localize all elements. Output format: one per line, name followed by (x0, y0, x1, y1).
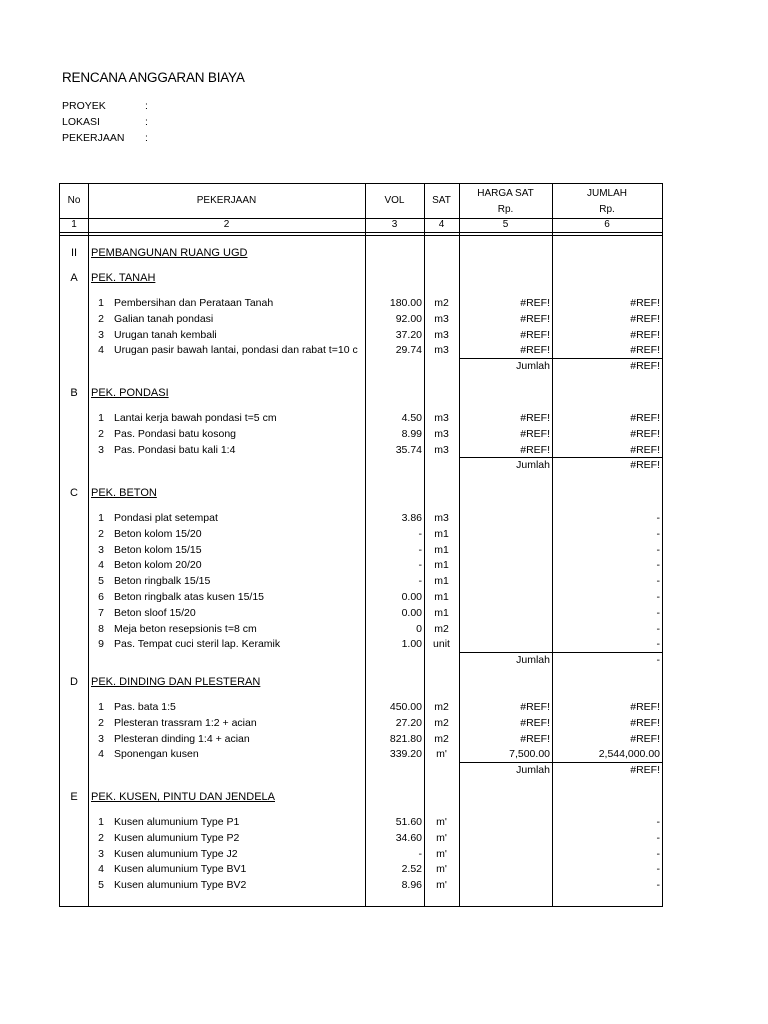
item-volume: - (418, 848, 422, 860)
col-number: 3 (391, 219, 398, 230)
item-unit: m3 (434, 412, 449, 424)
item-volume: 8.96 (401, 879, 422, 891)
item-description: Urugan pasir bawah lantai, pondasi dan rabat t=10 c (114, 344, 358, 356)
item-volume: 450.00 (389, 701, 422, 713)
item-unit: m' (436, 863, 447, 875)
item-total: #REF! (630, 428, 660, 440)
item-description: Beton ringbalk atas kusen 15/15 (114, 591, 265, 603)
item-unit: m2 (434, 717, 449, 729)
item-unit: m2 (434, 701, 449, 713)
item-unit-price (459, 606, 550, 620)
item-description: Urugan tanah kembali (114, 329, 217, 341)
item-unit-price: #REF! (520, 733, 550, 745)
item-number: 3 (98, 329, 104, 341)
item-unit: m' (436, 879, 447, 891)
section-title: PEK. TANAH (91, 272, 156, 284)
item-number: 2 (98, 428, 104, 440)
subtotal-label: Jumlah (516, 360, 550, 372)
item-volume: 51.60 (395, 816, 422, 828)
section-code: D (70, 676, 78, 688)
col-number: 6 (604, 219, 610, 230)
item-unit: m3 (434, 329, 449, 341)
section-code: B (70, 387, 78, 399)
item-number: 2 (98, 832, 104, 844)
item-unit: m2 (434, 623, 449, 635)
item-description: Beton kolom 15/20 (114, 528, 202, 540)
item-volume: 821.80 (389, 733, 422, 745)
item-number: 8 (98, 623, 104, 635)
item-unit-price: #REF! (520, 344, 550, 356)
header-pekerjaan: PEKERJAAN (196, 195, 257, 206)
item-volume: 0 (416, 623, 422, 635)
item-unit-price: #REF! (520, 428, 550, 440)
item-unit: m' (436, 816, 447, 828)
item-total: - (656, 559, 660, 571)
subtotal-label: Jumlah (516, 654, 550, 666)
item-number: 3 (98, 733, 104, 745)
subtotal-value: #REF! (630, 360, 660, 372)
item-total: - (656, 638, 660, 650)
item-unit-price (459, 831, 550, 845)
item-total: #REF! (630, 344, 660, 356)
item-volume: 3.86 (401, 512, 422, 524)
item-total: - (656, 544, 660, 556)
item-description: Pas. Pondasi batu kosong (114, 428, 237, 440)
item-total: #REF! (630, 297, 660, 309)
item-unit: m3 (434, 313, 449, 325)
item-description: Galian tanah pondasi (114, 313, 214, 325)
subtotal-value: #REF! (630, 459, 660, 471)
item-number: 1 (98, 412, 104, 424)
header-jumlah-unit: Rp. (599, 204, 615, 215)
item-number: 3 (98, 544, 104, 556)
item-unit-price: #REF! (520, 717, 550, 729)
item-number: 2 (98, 528, 104, 540)
item-unit-price (459, 847, 550, 861)
section-title: PEK. KUSEN, PINTU DAN JENDELA (91, 791, 275, 803)
item-volume: 0.00 (401, 591, 422, 603)
item-unit-price (459, 622, 550, 636)
header-vol: VOL (384, 195, 405, 206)
item-unit: m' (436, 832, 447, 844)
item-description: Kusen alumunium Type J2 (114, 848, 238, 860)
item-total: - (656, 848, 660, 860)
item-total: 2,544,000.00 (598, 748, 660, 760)
header-divider (60, 235, 662, 236)
item-volume: 0.00 (401, 607, 422, 619)
item-unit-price (459, 574, 550, 588)
item-unit: m1 (434, 591, 449, 603)
item-unit-price (459, 590, 550, 604)
item-description: Plesteran dinding 1:4 + acian (114, 733, 250, 745)
item-total: #REF! (630, 329, 660, 341)
item-number: 4 (98, 863, 104, 875)
meta-label: PROYEK (62, 100, 106, 112)
item-unit-price (459, 558, 550, 572)
item-unit-price: 7,500.00 (509, 748, 550, 760)
item-description: Kusen alumunium Type P2 (114, 832, 240, 844)
header-sat: SAT (432, 195, 451, 206)
item-number: 1 (98, 297, 104, 309)
col-number: 4 (438, 219, 445, 230)
item-unit-price (459, 543, 550, 557)
main-section-code: II (70, 247, 78, 259)
item-unit: m2 (434, 297, 449, 309)
item-description: Pondasi plat setempat (114, 512, 218, 524)
item-volume: 27.20 (395, 717, 422, 729)
item-volume: - (418, 544, 422, 556)
item-total: - (656, 816, 660, 828)
meta-label: LOKASI (62, 116, 100, 128)
item-number: 2 (98, 717, 104, 729)
section-title: PEK. DINDING DAN PLESTERAN (91, 676, 261, 688)
item-number: 9 (98, 638, 104, 650)
item-unit: m3 (434, 344, 449, 356)
item-number: 4 (98, 344, 104, 356)
col-number: 1 (71, 219, 77, 230)
item-unit-price: #REF! (520, 444, 550, 456)
header-divider (60, 232, 662, 233)
meta-colon: : (145, 100, 148, 112)
item-unit: m1 (434, 528, 449, 540)
item-unit: m1 (434, 559, 449, 571)
meta-label: PEKERJAAN (62, 132, 125, 144)
item-number: 7 (98, 607, 104, 619)
subtotal-label: Jumlah (516, 764, 550, 776)
item-volume: 35.74 (395, 444, 422, 456)
item-number: 6 (98, 591, 104, 603)
item-volume: 34.60 (395, 832, 422, 844)
section-code: C (70, 487, 78, 499)
item-unit: m1 (434, 607, 449, 619)
section-title: PEK. BETON (91, 487, 157, 499)
item-unit: m3 (434, 428, 449, 440)
item-number: 3 (98, 444, 104, 456)
item-unit-price (459, 815, 550, 829)
item-unit: unit (433, 638, 450, 650)
item-total: - (656, 591, 660, 603)
item-description: Beton kolom 20/20 (114, 559, 202, 571)
item-volume: 2.52 (401, 863, 422, 875)
item-number: 5 (98, 575, 104, 587)
subtotal-value: #REF! (630, 764, 660, 776)
item-total: - (656, 575, 660, 587)
header-harga-unit: Rp. (497, 204, 514, 215)
item-number: 1 (98, 512, 104, 524)
subtotal-label: Jumlah (516, 459, 550, 471)
item-volume: 180.00 (389, 297, 422, 309)
item-total: - (656, 607, 660, 619)
item-total: #REF! (630, 701, 660, 713)
item-number: 5 (98, 879, 104, 891)
section-title: PEK. PONDASI (91, 387, 169, 399)
subtotal-value: - (656, 654, 660, 666)
item-total: - (656, 528, 660, 540)
item-total: #REF! (630, 412, 660, 424)
item-description: Pas. Tempat cuci steril lap. Keramik (114, 638, 281, 650)
item-unit-price: #REF! (520, 412, 550, 424)
item-volume: - (418, 575, 422, 587)
header-no: No (67, 195, 81, 206)
item-unit-price (459, 637, 550, 651)
item-description: Beton kolom 15/15 (114, 544, 202, 556)
meta-colon: : (145, 132, 148, 144)
item-volume: 339.20 (389, 748, 422, 760)
item-description: Kusen alumunium Type BV1 (114, 863, 247, 875)
item-description: Meja beton resepsionis t=8 cm (114, 623, 257, 635)
item-total: #REF! (630, 733, 660, 745)
item-unit: m3 (434, 444, 449, 456)
item-volume: 4.50 (401, 412, 422, 424)
item-unit-price (459, 511, 550, 525)
item-number: 1 (98, 816, 104, 828)
item-unit: m1 (434, 575, 449, 587)
item-description: Beton ringbalk 15/15 (114, 575, 211, 587)
item-volume: 1.00 (401, 638, 422, 650)
item-total: - (656, 512, 660, 524)
header-harga: HARGA SAT (477, 188, 534, 199)
item-total: - (656, 623, 660, 635)
item-unit: m1 (434, 544, 449, 556)
item-volume: 92.00 (395, 313, 422, 325)
item-description: Pembersihan dan Perataan Tanah (114, 297, 274, 309)
item-description: Kusen alumunium Type P1 (114, 816, 240, 828)
document-title: RENCANA ANGGARAN BIAYA (62, 70, 245, 85)
item-total: #REF! (630, 717, 660, 729)
item-unit: m3 (434, 512, 449, 524)
item-description: Pas. Pondasi batu kali 1:4 (114, 444, 236, 456)
item-description: Beton sloof 15/20 (114, 607, 196, 619)
item-total: #REF! (630, 444, 660, 456)
header-jumlah: JUMLAH (586, 188, 627, 199)
item-number: 4 (98, 748, 104, 760)
col-number: 2 (223, 219, 230, 230)
item-total: - (656, 879, 660, 891)
item-unit-price (459, 878, 550, 892)
item-unit-price (459, 862, 550, 876)
item-unit: m' (436, 848, 447, 860)
col-number: 5 (502, 219, 509, 230)
item-number: 1 (98, 701, 104, 713)
item-unit-price: #REF! (520, 329, 550, 341)
item-total: - (656, 832, 660, 844)
item-number: 2 (98, 313, 104, 325)
item-total: #REF! (630, 313, 660, 325)
item-volume: 29.74 (395, 344, 422, 356)
section-code: E (70, 791, 78, 803)
item-description: Kusen alumunium Type BV2 (114, 879, 247, 891)
meta-colon: : (145, 116, 148, 128)
item-total: - (656, 863, 660, 875)
item-volume: 8.99 (401, 428, 422, 440)
budget-table (59, 183, 663, 907)
item-unit: m' (436, 748, 447, 760)
item-number: 4 (98, 559, 104, 571)
section-code: A (70, 272, 78, 284)
item-unit-price (459, 527, 550, 541)
item-unit-price: #REF! (520, 297, 550, 309)
item-description: Sponengan kusen (114, 748, 199, 760)
item-volume: - (418, 559, 422, 571)
item-unit-price: #REF! (520, 313, 550, 325)
item-unit-price: #REF! (520, 701, 550, 713)
main-section-title: PEMBANGUNAN RUANG UGD (91, 247, 248, 259)
item-volume: - (418, 528, 422, 540)
item-description: Plesteran trassram 1:2 + acian (114, 717, 257, 729)
item-description: Lantai kerja bawah pondasi t=5 cm (114, 412, 277, 424)
item-unit: m2 (434, 733, 449, 745)
item-description: Pas. bata 1:5 (114, 701, 176, 713)
item-volume: 37.20 (395, 329, 422, 341)
item-number: 3 (98, 848, 104, 860)
